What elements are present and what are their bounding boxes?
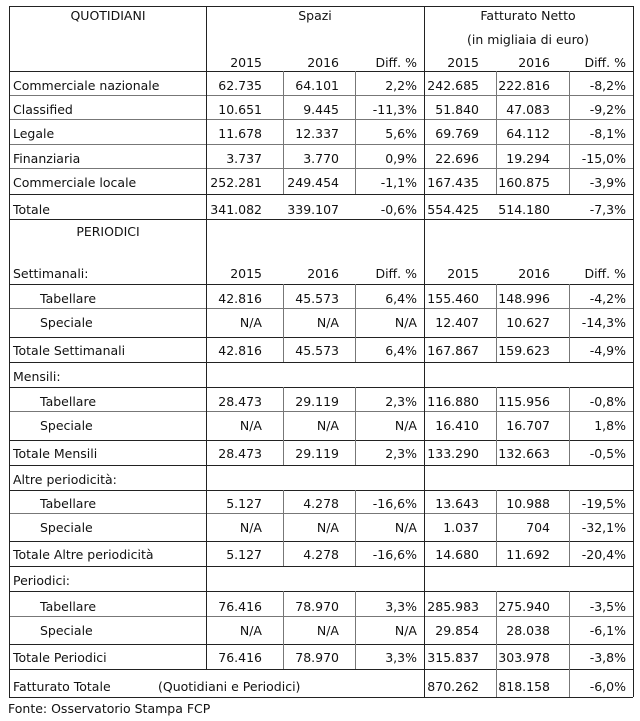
periodici-row-value: -19,5% [581, 496, 626, 511]
quotidiani-row-value: 19.294 [506, 151, 550, 166]
spazi-header: Spazi [298, 8, 332, 23]
periodici-row-label: Speciale [40, 623, 93, 638]
grid-line [355, 490, 356, 541]
periodici-row-value: 3,3% [385, 599, 417, 614]
quotidiani-row-value: 249.454 [287, 175, 339, 190]
grid-line [569, 387, 570, 440]
periodici-row-value: 28.473 [218, 394, 262, 409]
periodici-row-value: 4.278 [303, 496, 339, 511]
periodici-total-value: 2,3% [385, 446, 417, 461]
grid-line [283, 387, 284, 440]
periodici-row-value: 78.970 [295, 599, 339, 614]
grid-line [496, 337, 497, 362]
quotidiani-row-value: -8,2% [589, 78, 626, 93]
periodici-row-value: -3,5% [589, 599, 626, 614]
periodici-total-value: 42.816 [218, 343, 262, 358]
periodici-total-value: 133.290 [427, 446, 479, 461]
quotidiani-row-value: 160.875 [498, 175, 550, 190]
periodici-row-value: 16.707 [506, 418, 550, 433]
quotidiani-total-value: 514.180 [498, 202, 550, 217]
grid-line [569, 541, 570, 566]
quotidiani-row-value: 10.651 [218, 102, 262, 117]
grid-line [496, 284, 497, 337]
quotidiani-row-value: 252.281 [210, 175, 262, 190]
grid-line [9, 71, 633, 72]
col-header: 2015 [447, 266, 479, 281]
grid-line [496, 669, 497, 697]
periodici-row-label: Speciale [40, 520, 93, 535]
fatturato-totale-sub: (Quotidiani e Periodici) [158, 679, 301, 694]
grid-line [569, 591, 570, 644]
periodici-total-value: 78.970 [295, 650, 339, 665]
quotidiani-total-value: -7,3% [589, 202, 626, 217]
grid-line [496, 71, 497, 194]
grid-line [9, 6, 633, 7]
fatturato-subheader: (in migliaia di euro) [467, 32, 589, 47]
periodici-row-label: Speciale [40, 315, 93, 330]
periodici-total-value: 29.119 [295, 446, 339, 461]
periodici-row-label: Tabellare [40, 291, 97, 306]
periodici-row-label: Tabellare [40, 394, 97, 409]
periodici-row-value: 1,8% [594, 418, 626, 433]
periodici-row-value: 155.460 [427, 291, 479, 306]
periodici-row-value: N/A [239, 623, 262, 638]
grid-line [283, 644, 284, 669]
quotidiani-row-value: -3,9% [589, 175, 626, 190]
periodici-total-label: Totale Altre periodicità [13, 547, 154, 562]
quotidiani-row-value: 64.112 [506, 126, 550, 141]
quotidiani-row-value: 222.816 [498, 78, 550, 93]
col-header: 2015 [230, 55, 262, 70]
periodici-total-value: 4.278 [303, 547, 339, 562]
quotidiani-row-value: 0,9% [385, 151, 417, 166]
grid-line [9, 465, 633, 466]
source-note: Fonte: Osservatorio Stampa FCP [8, 701, 211, 716]
grid-line [283, 440, 284, 465]
periodici-row-value: N/A [316, 623, 339, 638]
periodici-row-value: N/A [316, 315, 339, 330]
quotidiani-row-value: 3.770 [303, 151, 339, 166]
grid-line [569, 669, 570, 697]
grid-line [496, 440, 497, 465]
quotidiani-row-value: 242.685 [427, 78, 479, 93]
periodici-row-value: N/A [394, 418, 417, 433]
grid-line [9, 308, 633, 309]
periodici-total-value: -16,6% [372, 547, 417, 562]
periodici-row-label: Tabellare [40, 496, 97, 511]
periodici-row-value: 13.643 [435, 496, 479, 511]
fatturato-header: Fatturato Netto [480, 8, 576, 23]
grid-line [9, 119, 633, 120]
quotidiani-title: QUOTIDIANI [70, 8, 146, 23]
periodici-row-value: 2,3% [385, 394, 417, 409]
periodici-row-value: 29.854 [435, 623, 479, 638]
periodici-row-value: N/A [394, 315, 417, 330]
fatturato-totale-value: 870.262 [427, 679, 479, 694]
periodici-total-value: 303.978 [498, 650, 550, 665]
quotidiani-total-value: 554.425 [427, 202, 479, 217]
col-header: Diff. % [375, 55, 417, 70]
quotidiani-row-value: -1,1% [380, 175, 417, 190]
periodici-row-value: N/A [316, 418, 339, 433]
quotidiani-row-value: 2,2% [385, 78, 417, 93]
grid-line [355, 541, 356, 566]
periodici-row-value: N/A [394, 520, 417, 535]
grid-line [283, 284, 284, 337]
periodici-total-value: 6,4% [385, 343, 417, 358]
periodici-row-value: 1.037 [443, 520, 479, 535]
grid-line [9, 566, 633, 567]
periodici-row-value: 28.038 [506, 623, 550, 638]
periodici-row-value: N/A [239, 418, 262, 433]
grid-line [9, 219, 633, 220]
periodici-total-value: 3,3% [385, 650, 417, 665]
periodici-total-value: -0,5% [589, 446, 626, 461]
group-label: Periodici: [13, 573, 71, 588]
periodici-row-label: Tabellare [40, 599, 97, 614]
quotidiani-row-label: Finanziaria [13, 151, 81, 166]
grid-line [9, 541, 633, 542]
periodici-row-value: 10.627 [506, 315, 550, 330]
grid-line [424, 6, 425, 697]
periodici-total-label: Totale Mensili [13, 446, 98, 461]
quotidiani-row-value: 62.735 [218, 78, 262, 93]
group-label: Mensili: [13, 369, 61, 384]
grid-line [633, 6, 634, 697]
periodici-row-value: N/A [316, 520, 339, 535]
quotidiani-row-value: 12.337 [295, 126, 339, 141]
col-header: 2016 [307, 55, 339, 70]
grid-line [355, 284, 356, 337]
grid-line [9, 440, 633, 441]
quotidiani-row-value: 51.840 [435, 102, 479, 117]
periodici-row-value: 76.416 [218, 599, 262, 614]
grid-line [9, 95, 633, 96]
grid-line [496, 387, 497, 440]
periodici-row-value: 275.940 [498, 599, 550, 614]
periodici-total-value: -3,8% [589, 650, 626, 665]
periodici-row-value: -4,2% [589, 291, 626, 306]
periodici-row-label: Speciale [40, 418, 93, 433]
periodici-row-value: 285.983 [427, 599, 479, 614]
grid-line [569, 71, 570, 194]
periodici-row-value: N/A [239, 315, 262, 330]
quotidiani-row-label: Classified [13, 102, 73, 117]
grid-line [283, 337, 284, 362]
periodici-row-value: -32,1% [581, 520, 626, 535]
periodici-title: PERIODICI [76, 224, 140, 239]
grid-line [496, 541, 497, 566]
periodici-row-value: 704 [526, 520, 550, 535]
quotidiani-row-value: 3.737 [226, 151, 262, 166]
periodici-total-value: 11.692 [506, 547, 550, 562]
grid-line [283, 591, 284, 644]
fatturato-totale-value: 818.158 [498, 679, 550, 694]
quotidiani-row-label: Legale [13, 126, 55, 141]
grid-line [355, 71, 356, 194]
quotidiani-row-label: Commerciale nazionale [13, 78, 160, 93]
grid-line [355, 644, 356, 669]
grid-line [496, 644, 497, 669]
periodici-total-value: 28.473 [218, 446, 262, 461]
col-header: Diff. % [584, 266, 626, 281]
grid-line [283, 490, 284, 541]
grid-line [9, 513, 633, 514]
periodici-row-value: 5.127 [226, 496, 262, 511]
periodici-row-value: 10.988 [506, 496, 550, 511]
periodici-row-value: 6,4% [385, 291, 417, 306]
grid-line [9, 168, 633, 169]
grid-line [9, 337, 633, 338]
grid-line [569, 337, 570, 362]
grid-line [569, 644, 570, 669]
periodici-row-value: 45.573 [295, 291, 339, 306]
grid-line [9, 591, 633, 592]
periodici-total-value: 167.867 [427, 343, 479, 358]
quotidiani-row-value: 167.435 [427, 175, 479, 190]
quotidiani-row-value: 9.445 [303, 102, 339, 117]
periodici-total-value: -20,4% [581, 547, 626, 562]
quotidiani-row-value: -8,1% [589, 126, 626, 141]
periodici-total-label: Totale Settimanali [13, 343, 126, 358]
periodici-total-value: 14.680 [435, 547, 479, 562]
quotidiani-row-value: 47.083 [506, 102, 550, 117]
grid-line [9, 362, 633, 363]
col-header: 2016 [307, 266, 339, 281]
fatturato-totale-value: -6,0% [589, 679, 626, 694]
col-header: 2015 [230, 266, 262, 281]
quotidiani-total-value: -0,6% [380, 202, 417, 217]
col-header: Diff. % [375, 266, 417, 281]
quotidiani-total-value: 339.107 [287, 202, 339, 217]
group-label: Settimanali: [13, 266, 89, 281]
grid-line [9, 490, 633, 491]
periodici-total-value: 5.127 [226, 547, 262, 562]
quotidiani-row-value: 64.101 [295, 78, 339, 93]
periodici-row-value: 42.816 [218, 291, 262, 306]
quotidiani-row-value: -9,2% [589, 102, 626, 117]
grid-line [355, 337, 356, 362]
periodici-total-value: -4,9% [589, 343, 626, 358]
quotidiani-total-value: 341.082 [210, 202, 262, 217]
periodici-total-value: 159.623 [498, 343, 550, 358]
periodici-row-value: 12.407 [435, 315, 479, 330]
grid-line [9, 194, 633, 195]
grid-line [9, 387, 633, 388]
grid-line [9, 411, 633, 412]
grid-line [355, 440, 356, 465]
periodici-row-value: N/A [394, 623, 417, 638]
periodici-row-value: 29.119 [295, 394, 339, 409]
quotidiani-row-value: 69.769 [435, 126, 479, 141]
grid-line [496, 591, 497, 644]
col-header: 2016 [518, 266, 550, 281]
periodici-row-value: -16,6% [372, 496, 417, 511]
periodici-total-value: 315.837 [427, 650, 479, 665]
quotidiani-row-label: Commerciale locale [13, 175, 137, 190]
grid-line [206, 6, 207, 669]
grid-line [355, 591, 356, 644]
periodici-row-value: N/A [239, 520, 262, 535]
quotidiani-row-value: 22.696 [435, 151, 479, 166]
grid-line [283, 541, 284, 566]
col-header: Diff. % [584, 55, 626, 70]
col-header: 2015 [447, 55, 479, 70]
grid-line [569, 440, 570, 465]
group-label: Altre periodicità: [13, 472, 117, 487]
periodici-row-value: 115.956 [498, 394, 550, 409]
periodici-row-value: -0,8% [589, 394, 626, 409]
quotidiani-row-value: -11,3% [372, 102, 417, 117]
periodici-row-value: 148.996 [498, 291, 550, 306]
grid-line [9, 6, 10, 697]
grid-line [9, 644, 633, 645]
col-header: 2016 [518, 55, 550, 70]
periodici-total-label: Totale Periodici [13, 650, 107, 665]
grid-line [569, 284, 570, 337]
periodici-row-value: 116.880 [427, 394, 479, 409]
grid-line [9, 616, 633, 617]
periodici-row-value: -14,3% [581, 315, 626, 330]
periodici-total-value: 76.416 [218, 650, 262, 665]
grid-line [9, 669, 633, 670]
grid-line [9, 144, 633, 145]
grid-line [283, 71, 284, 194]
grid-line [496, 490, 497, 541]
periodici-row-value: -6,1% [589, 623, 626, 638]
periodici-total-value: 132.663 [498, 446, 550, 461]
grid-line [355, 387, 356, 440]
quotidiani-row-value: -15,0% [581, 151, 626, 166]
periodici-row-value: 16.410 [435, 418, 479, 433]
quotidiani-total-label: Totale [13, 202, 50, 217]
quotidiani-row-value: 11.678 [218, 126, 262, 141]
quotidiani-row-value: 5,6% [385, 126, 417, 141]
periodici-total-value: 45.573 [295, 343, 339, 358]
grid-line [9, 284, 633, 285]
fatturato-totale-label: Fatturato Totale [13, 679, 111, 694]
grid-line [9, 697, 633, 698]
grid-line [569, 490, 570, 541]
